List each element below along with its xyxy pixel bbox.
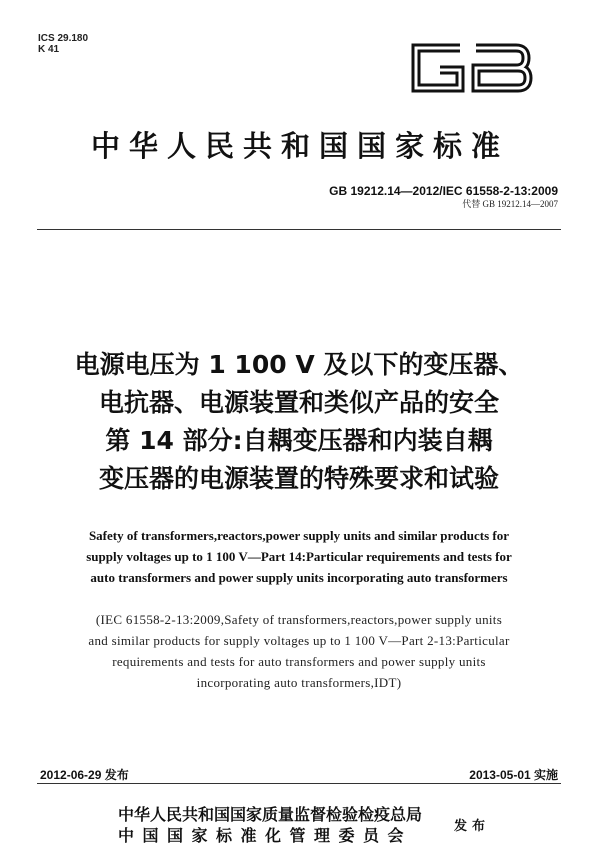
implement-date: 2013-05-01 实施 [469,768,558,782]
replaces-note: 代替 GB 19212.14—2007 [462,199,558,209]
iec-ref-line: and similar products for supply voltages up to 1 100 V—Part 2-13:Particular [88,633,510,648]
divider-bottom [37,783,561,784]
issue-label: 发布 [454,819,491,834]
iec-ref-line: requirements and tests for auto transformers and power supply units [112,654,486,669]
iec-ref-line: incorporating auto transformers,IDT) [196,675,402,690]
title-cn-line: 电抗器、电源装置和类似产品的安全 [98,388,499,417]
classification-codes [38,33,88,55]
iec-ref-line: (IEC 61558-2-13:2009,Safety of transformers,reactors,power supply units [95,612,503,627]
gb-logo-icon [404,38,536,98]
ccs-code: K 41 [38,44,60,55]
title-cn-line: 电源电压为 1 100 V 及以下的变压器、 [74,350,524,379]
issuing-authorities [118,804,422,846]
org-title: 中华人民共和国国家标准 [90,129,509,163]
title-english [20,525,578,588]
issuer-sac: 中国国家标准化管理委员会 [118,826,413,845]
publish-date: 2012-06-29 发布 [40,768,129,782]
iec-reference [20,609,578,693]
title-en-line: auto transformers and power supply units incorporating auto transformers [90,570,508,585]
title-cn-line: 变压器的电源装置的特殊要求和试验 [98,464,499,493]
standard-number: GB 19212.14—2012/IEC 61558-2-13:2009 [329,184,558,198]
title-en-line: Safety of transformers,reactors,power supply units and similar products for [88,528,510,543]
title-en-line: supply voltages up to 1 100 V—Part 14:Particular requirements and tests for [86,549,512,564]
divider-top [37,229,561,230]
title-chinese [20,346,578,498]
ics-code: ICS 29.180 [38,33,89,44]
issuer-aqsiq: 中华人民共和国国家质量监督检验检疫总局 [118,805,423,824]
gb-logo [404,38,536,102]
title-cn-line: 第 14 部分:自耦变压器和内装自耦 [105,426,493,455]
